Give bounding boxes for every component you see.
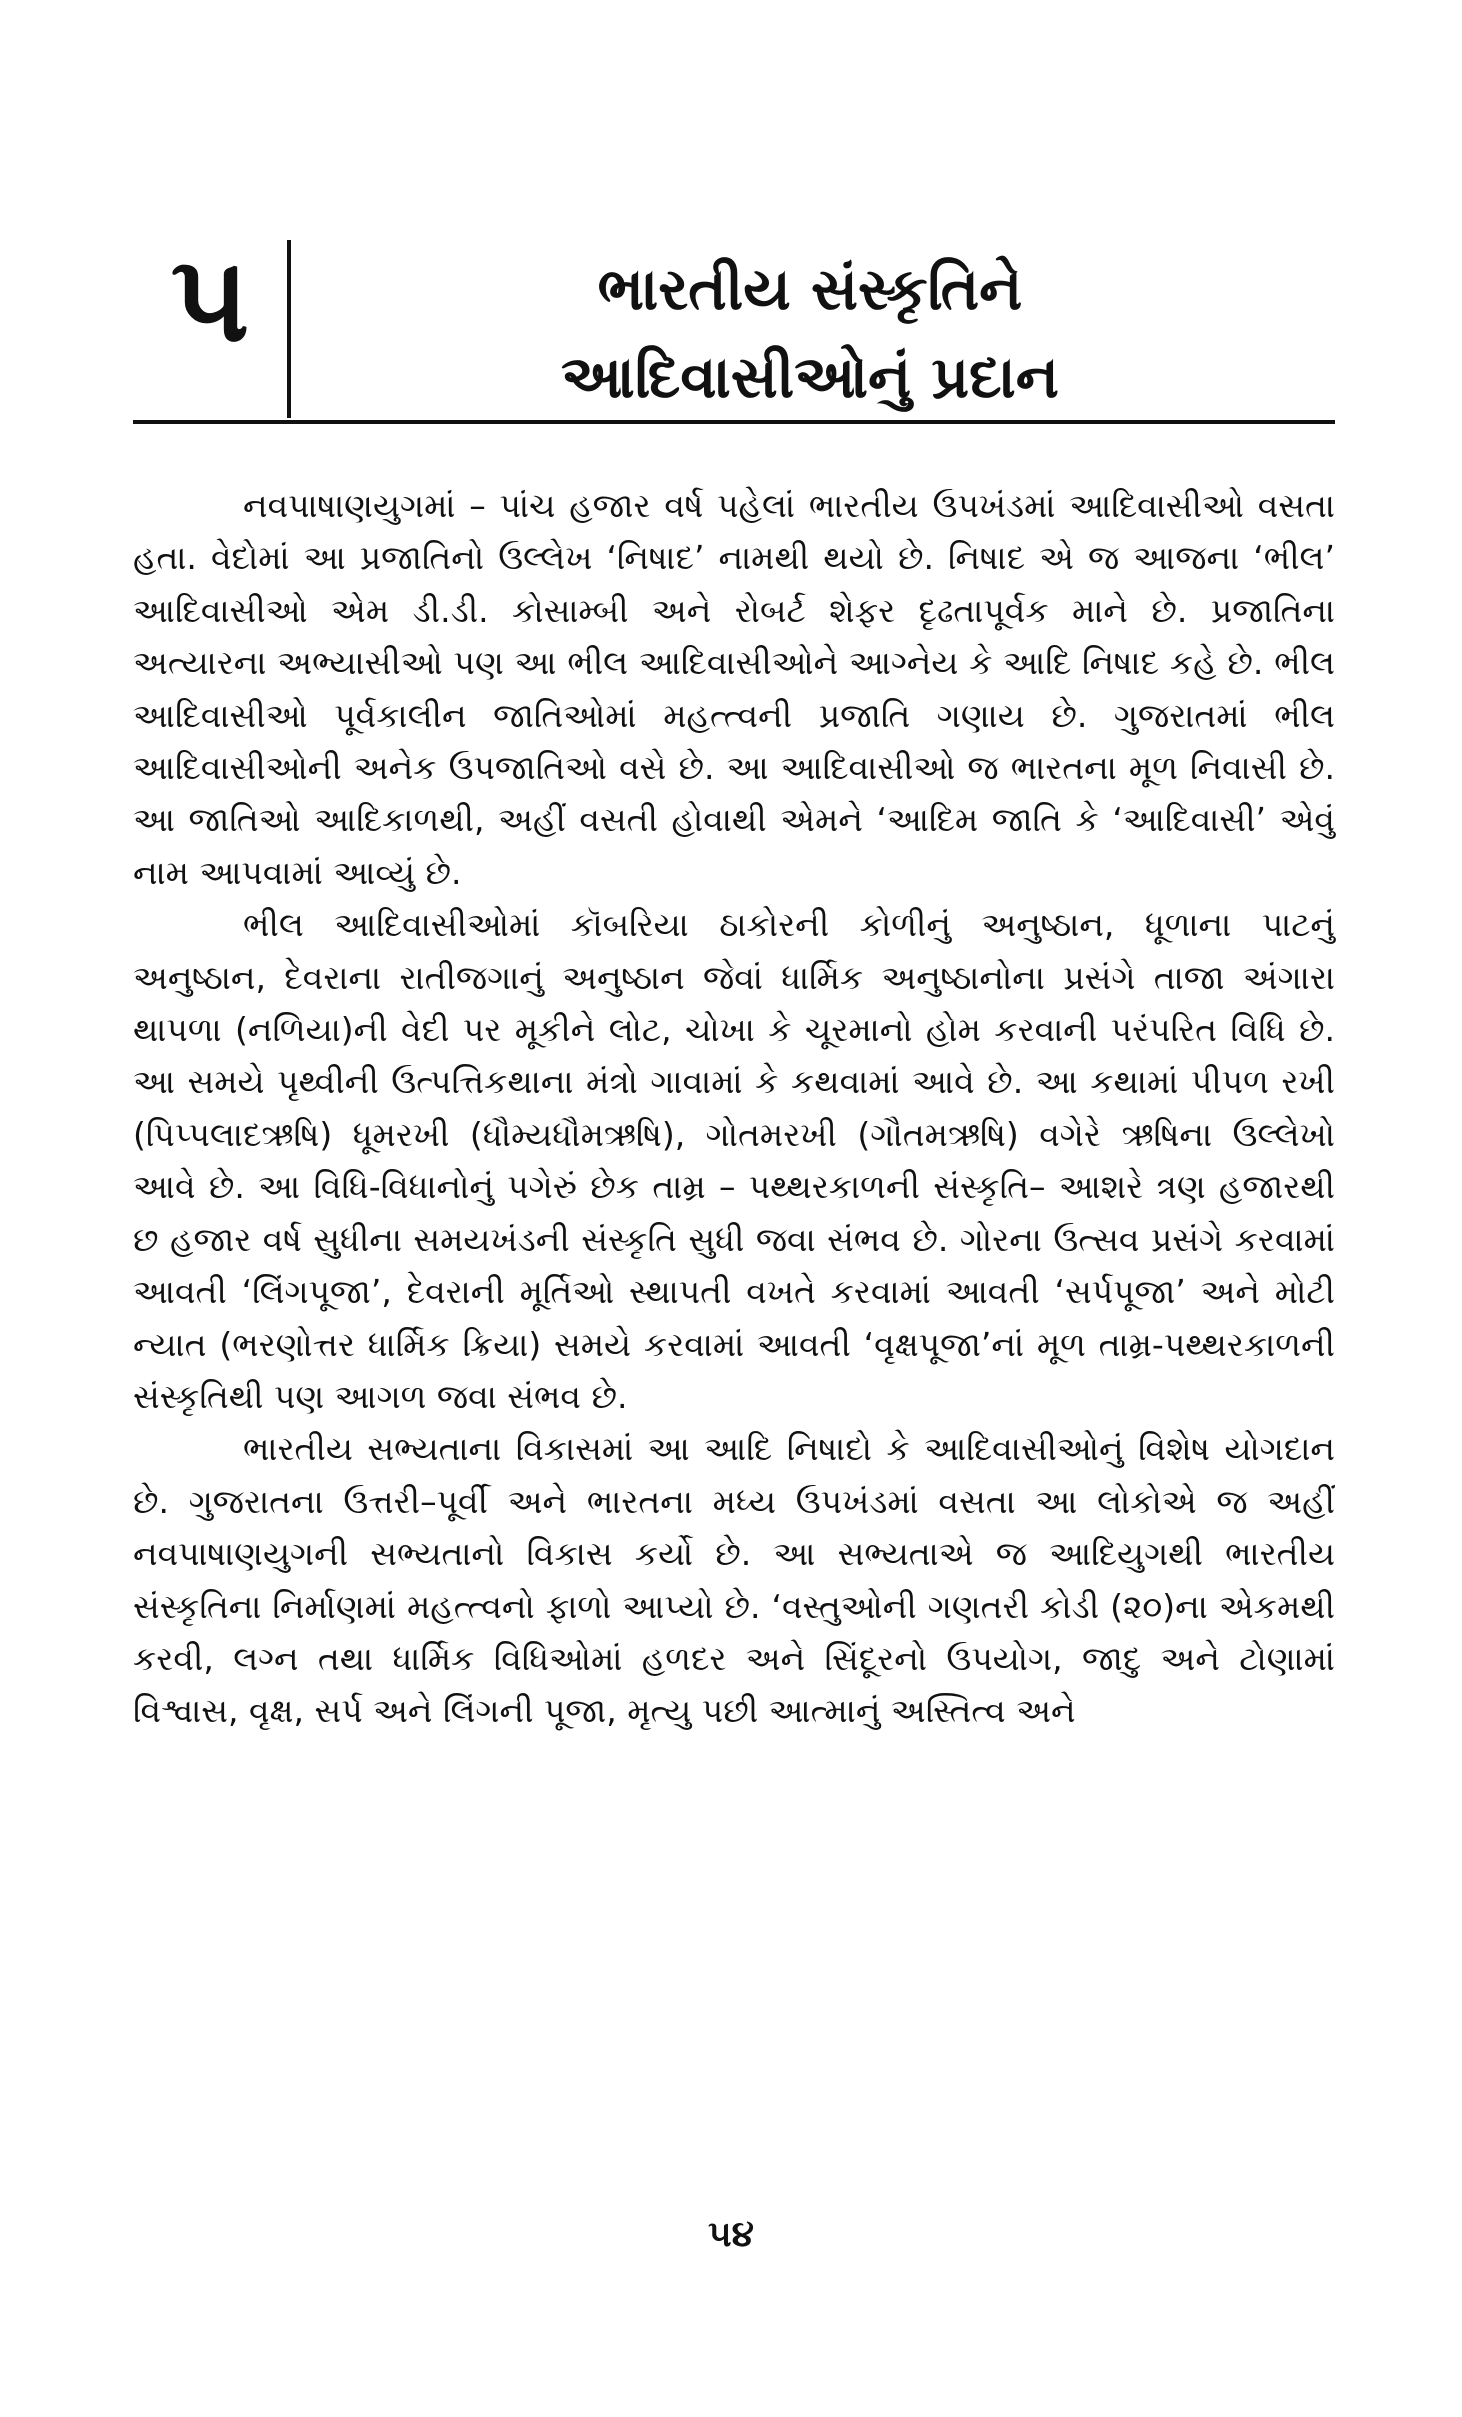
body-text xyxy=(133,480,1335,1738)
chapter-number: ૫ xyxy=(170,230,250,369)
chapter-title xyxy=(310,245,1310,421)
chapter-title-line-2: આદિવાસીઓનું પ્રદાન xyxy=(561,343,1059,411)
chapter-divider-horizontal xyxy=(133,420,1335,424)
chapter-divider-vertical xyxy=(287,240,291,418)
chapter-title-line-1: ભારતીય સંસ્કૃતિને xyxy=(597,255,1023,323)
page-number: ૫૪ xyxy=(708,2214,754,2255)
paragraph-3: ભારતીય સભ્યતાના વિકાસમાં આ આદિ નિષાદો કે આદિવાસીઓનું વિશેષ યોગદાન છે. ગુજરાતના ઉત્તરી–પૂર્વી અને ભારતના મધ્ય ઉપખંડમાં વસતા આ લોકોએ જ અહીં નવપાષાણયુગની સભ્યતાનો વિકાસ કર્યો છે. આ સભ્યતાએ જ આદિયુગથી ભારતીય સંસ્કૃતિના નિર્માણમાં મહત્ત્વનો ફાળો આપ્યો છે. ‘વસ્તુઓની ગણતરી કોડી (૨૦)ના એકમથી કરવી, લગ્ન તથા ધાર્મિક વિધિઓમાં હળદર અને સિંદૂરનો ઉપયોગ, જાદુ અને ટોણામાં વિશ્વાસ, વૃક્ષ, સર્પ અને લિંગની પૂજા, મૃત્યુ પછી આત્માનું અસ્તિત્વ અને xyxy=(133,1429,1335,1731)
paragraph-1: નવપાષાણયુગમાં – પાંચ હજાર વર્ષ પહેલાં ભારતીય ઉપખંડમાં આદિવાસીઓ વસતા હતા. વેદોમાં આ પ્રજાતિનો ઉલ્લેખ ‘નિષાદ’ નામથી થયો છે. નિષાદ એ જ આજના ‘ભીલ’ આદિવાસીઓ એમ ડી.ડી. કોસામ્બી અને રોબર્ટ શેફર દૃઢતાપૂર્વક માને છે. પ્રજાતિના અત્યારના અભ્યાસીઓ પણ આ ભીલ આદિવાસીઓને આગ્નેય કે આદિ નિષાદ કહે છે. ભીલ આદિવાસીઓ પૂર્વકાલીન જાતિઓમાં મહત્ત્વની પ્રજાતિ ગણાય છે. ગુજરાતમાં ભીલ આદિવાસીઓની અનેક ઉપજાતિઓ વસે છે. આ આદિવાસીઓ જ ભારતના મૂળ નિવાસી છે. આ જાતિઓ આદિકાળથી, અહીં વસતી હોવાથી એમને ‘આદિમ જાતિ કે ‘આદિવાસી’ એવું નામ આપવામાં આવ્યું છે. xyxy=(133,486,1335,892)
paragraph-2: ભીલ આદિવાસીઓમાં કૉબરિયા ઠાકોરની કોળીનું અનુષ્ઠાન, ધૂળાના પાટનું અનુષ્ઠાન, દેવરાના રાતીજગાનું અનુષ્ઠાન જેવાં ધાર્મિક અનુષ્ઠાનોના પ્રસંગે તાજા અંગારા થાપળા (નળિયા)ની વેદી પર મૂકીને લોટ, ચોખા કે ચૂરમાનો હોમ કરવાની પરંપરિત વિધિ છે. આ સમયે પૃથ્વીની ઉત્પત્તિકથાના મંત્રો ગાવામાં કે કથવામાં આવે છે. આ કથામાં પીપળ રખી (પિપ્પલાદઋષિ) ધૂમરખી (ધૌમ્યધૌમઋષિ), ગોતમરખી (ગૌતમઋષિ) વગેરે ઋષિના ઉલ્લેખો આવે છે. આ વિધિ-વિધાનોનું પગેરું છેક તામ્ર – પથ્થરકાળની સંસ્કૃતિ– આશરે ત્રણ હજારથી છ હજાર વર્ષ સુધીના સમયખંડની સંસ્કૃતિ સુધી જવા સંભવ છે. ગોરના ઉત્સવ પ્રસંગે કરવામાં આવતી ‘લિંગપૂજા’, દેવરાની મૂર્તિઓ સ્થાપતી વખતે કરવામાં આવતી ‘સર્પપૂજા’ અને મોટી ન્યાત (ભરણોત્તર ધાર્મિક ક્રિયા) સમયે કરવામાં આવતી ‘વૃક્ષપૂજા’નાં મૂળ તામ્ર-પથ્થરકાળની સંસ્કૃતિથી પણ આગળ જવા સંભવ છે. xyxy=(133,905,1335,1416)
